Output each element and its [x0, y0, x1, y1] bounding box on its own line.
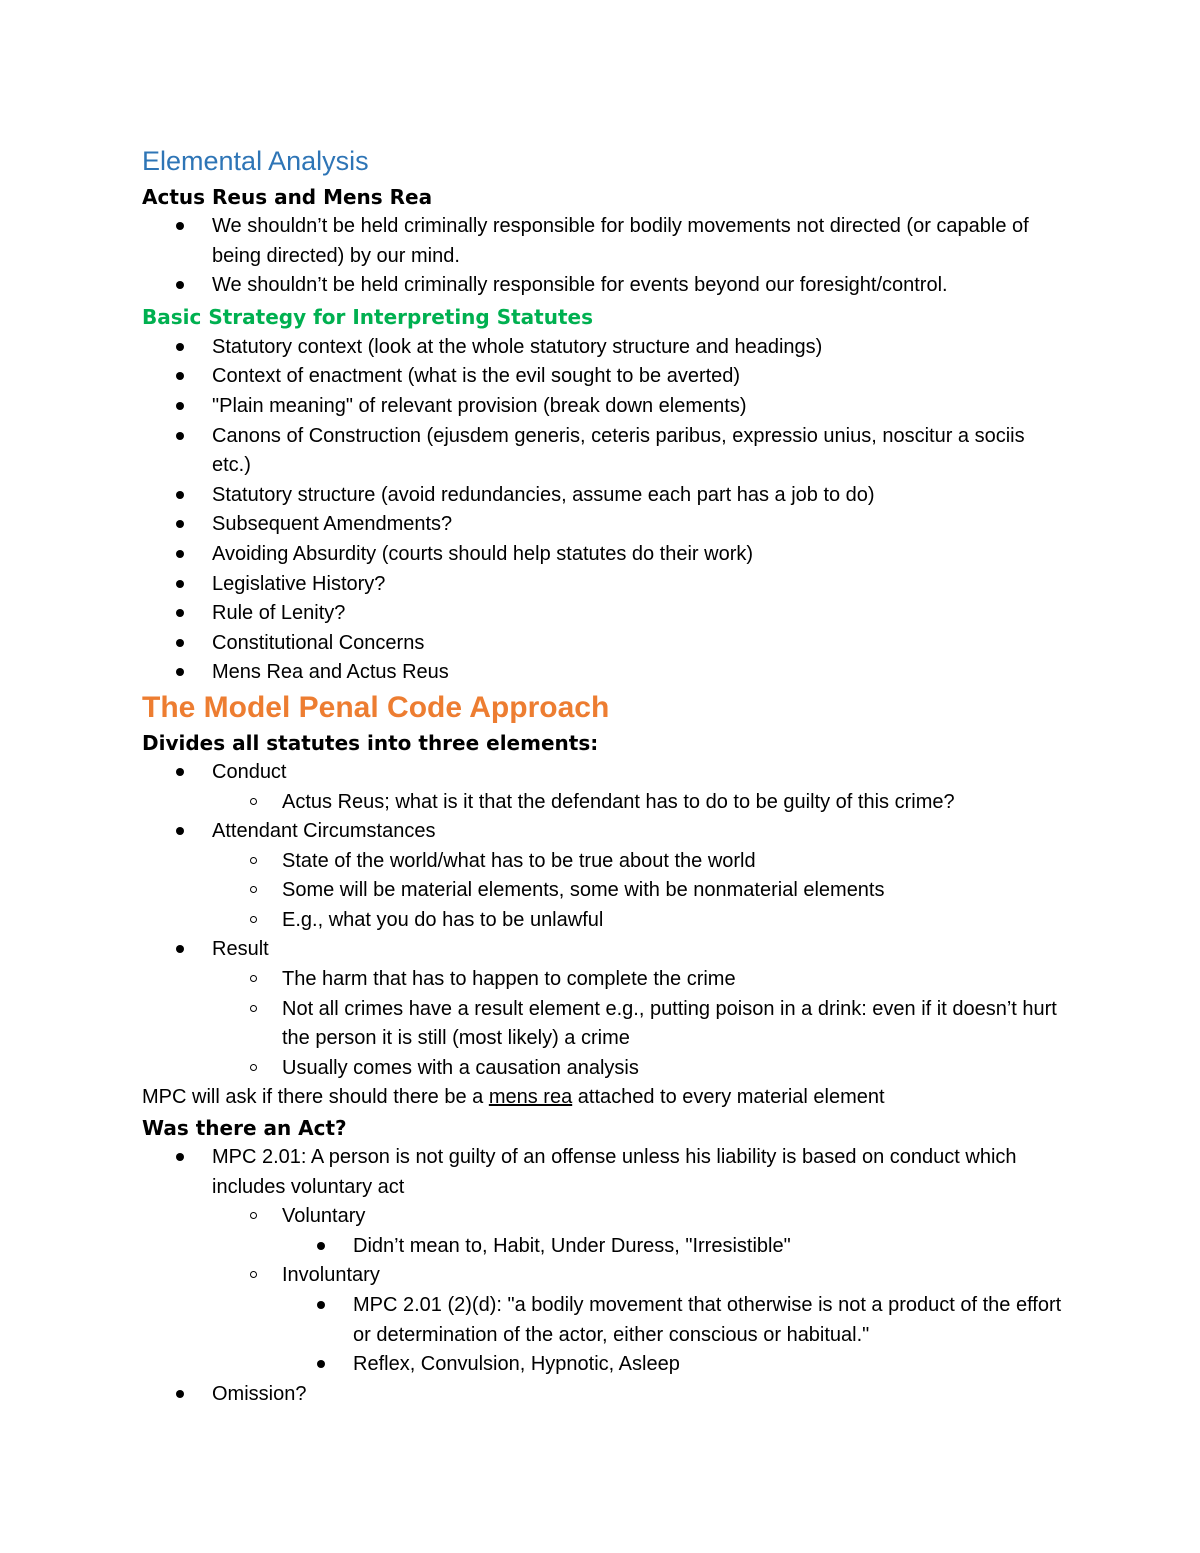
- sublist-result: [142, 965, 1062, 1083]
- list-elements: [142, 758, 1062, 788]
- subsublist-voluntary: [142, 1232, 1062, 1262]
- bullet-icon: [176, 768, 184, 776]
- list-item-result: Result: [142, 935, 1062, 965]
- bullet-icon: [176, 609, 184, 617]
- sublist-conduct: [142, 788, 1062, 818]
- list-item: Statutory structure (avoid redundancies, assume each part has a job to do): [142, 481, 1062, 511]
- bullet-icon: [176, 580, 184, 588]
- list-item-mpc-201: MPC 2.01: A person is not guilty of an offense unless his liability is based on conduct which includes voluntary act: [142, 1143, 1062, 1202]
- bullet-icon: [176, 372, 184, 380]
- hollow-bullet-icon: [250, 1212, 257, 1219]
- list-item: Some will be material elements, some with be nonmaterial elements: [142, 876, 1062, 906]
- bullet-icon: [176, 281, 184, 289]
- list-item: Usually comes with a causation analysis: [142, 1054, 1062, 1084]
- bullet-icon: [176, 491, 184, 499]
- list-item: Subsequent Amendments?: [142, 510, 1062, 540]
- list-item: Not all crimes have a result element e.g., putting poison in a drink: even if it doesn’t hurt the person it is still (most likely) a crime: [142, 995, 1062, 1054]
- bullet-icon: [176, 1153, 184, 1161]
- bullet-icon: [176, 343, 184, 351]
- list-item: We shouldn’t be held criminally responsible for bodily movements not directed (or capable of being directed) by our mind.: [142, 212, 1062, 271]
- sublist-involuntary: [142, 1261, 1062, 1291]
- heading-was-there-an-act: Was there an Act?: [142, 1116, 347, 1141]
- sublist-attendant: [142, 847, 1062, 936]
- bullet-icon: [176, 550, 184, 558]
- list-item: The harm that has to happen to complete the crime: [142, 965, 1062, 995]
- list-elements-attendant: [142, 817, 1062, 847]
- list-item: Reflex, Convulsion, Hypnotic, Asleep: [142, 1350, 1062, 1380]
- list-omission: [142, 1380, 1062, 1410]
- list-item-voluntary: Voluntary: [142, 1202, 1062, 1232]
- bullet-icon: [317, 1301, 325, 1309]
- list-item: Legislative History?: [142, 570, 1062, 600]
- list-item: Statutory context (look at the whole statutory structure and headings): [142, 333, 1062, 363]
- bullet-icon: [176, 945, 184, 953]
- hollow-bullet-icon: [250, 1271, 257, 1278]
- document-page: [142, 140, 1062, 1409]
- list-item: MPC 2.01 (2)(d): "a bodily movement that otherwise is not a product of the effort or determination of the actor, either conscious or habitual.": [142, 1291, 1062, 1350]
- subsublist-involuntary: [142, 1291, 1062, 1380]
- bullet-icon: [176, 402, 184, 410]
- list-item: Actus Reus; what is it that the defendant has to do to be guilty of this crime?: [142, 788, 1062, 818]
- list-item: Didn’t mean to, Habit, Under Duress, "Irresistible": [142, 1232, 1062, 1262]
- section-title-elemental-analysis: Elemental Analysis: [142, 146, 369, 176]
- bullet-icon: [176, 827, 184, 835]
- list-item-conduct: Conduct: [142, 758, 1062, 788]
- hollow-bullet-icon: [250, 916, 257, 923]
- bullet-icon: [176, 520, 184, 528]
- bullet-icon: [176, 1390, 184, 1398]
- list-actus-reus: [142, 212, 1062, 301]
- list-item: We shouldn’t be held criminally responsible for events beyond our foresight/control.: [142, 271, 1062, 301]
- list-basic-strategy: [142, 333, 1062, 688]
- list-item: E.g., what you do has to be unlawful: [142, 906, 1062, 936]
- list-item: Constitutional Concerns: [142, 629, 1062, 659]
- list-item: "Plain meaning" of relevant provision (break down elements): [142, 392, 1062, 422]
- bullet-icon: [176, 668, 184, 676]
- bullet-icon: [317, 1242, 325, 1250]
- list-item: Context of enactment (what is the evil sought to be averted): [142, 362, 1062, 392]
- list-item-omission: Omission?: [142, 1380, 1062, 1410]
- bullet-icon: [176, 222, 184, 230]
- bullet-icon: [317, 1360, 325, 1368]
- bullet-icon: [176, 639, 184, 647]
- list-item-attendant: Attendant Circumstances: [142, 817, 1062, 847]
- list-item: Avoiding Absurdity (courts should help statutes do their work): [142, 540, 1062, 570]
- hollow-bullet-icon: [250, 886, 257, 893]
- section-title-model-penal-code: The Model Penal Code Approach: [142, 690, 610, 724]
- hollow-bullet-icon: [250, 1005, 257, 1012]
- heading-divides-statutes: Divides all statutes into three elements:: [142, 730, 599, 755]
- hollow-bullet-icon: [250, 975, 257, 982]
- hollow-bullet-icon: [250, 798, 257, 805]
- mpc-mens-rea-note: MPC will ask if there should there be a mens rea attached to every material element: [142, 1086, 885, 1109]
- list-item: State of the world/what has to be true about the world: [142, 847, 1062, 877]
- hollow-bullet-icon: [250, 857, 257, 864]
- list-item: Canons of Construction (ejusdem generis, ceteris paribus, expressio unius, noscitur a sociis etc.): [142, 422, 1062, 481]
- list-item-involuntary: Involuntary: [142, 1261, 1062, 1291]
- sublist-voluntary: [142, 1202, 1062, 1232]
- list-act: [142, 1143, 1062, 1202]
- list-item: Rule of Lenity?: [142, 599, 1062, 629]
- heading-basic-strategy: Basic Strategy for Interpreting Statutes: [142, 304, 593, 329]
- list-elements-result: [142, 935, 1062, 965]
- heading-actus-reus-mens-rea: Actus Reus and Mens Rea: [142, 185, 433, 209]
- list-item: Mens Rea and Actus Reus: [142, 658, 1062, 688]
- hollow-bullet-icon: [250, 1064, 257, 1071]
- bullet-icon: [176, 432, 184, 440]
